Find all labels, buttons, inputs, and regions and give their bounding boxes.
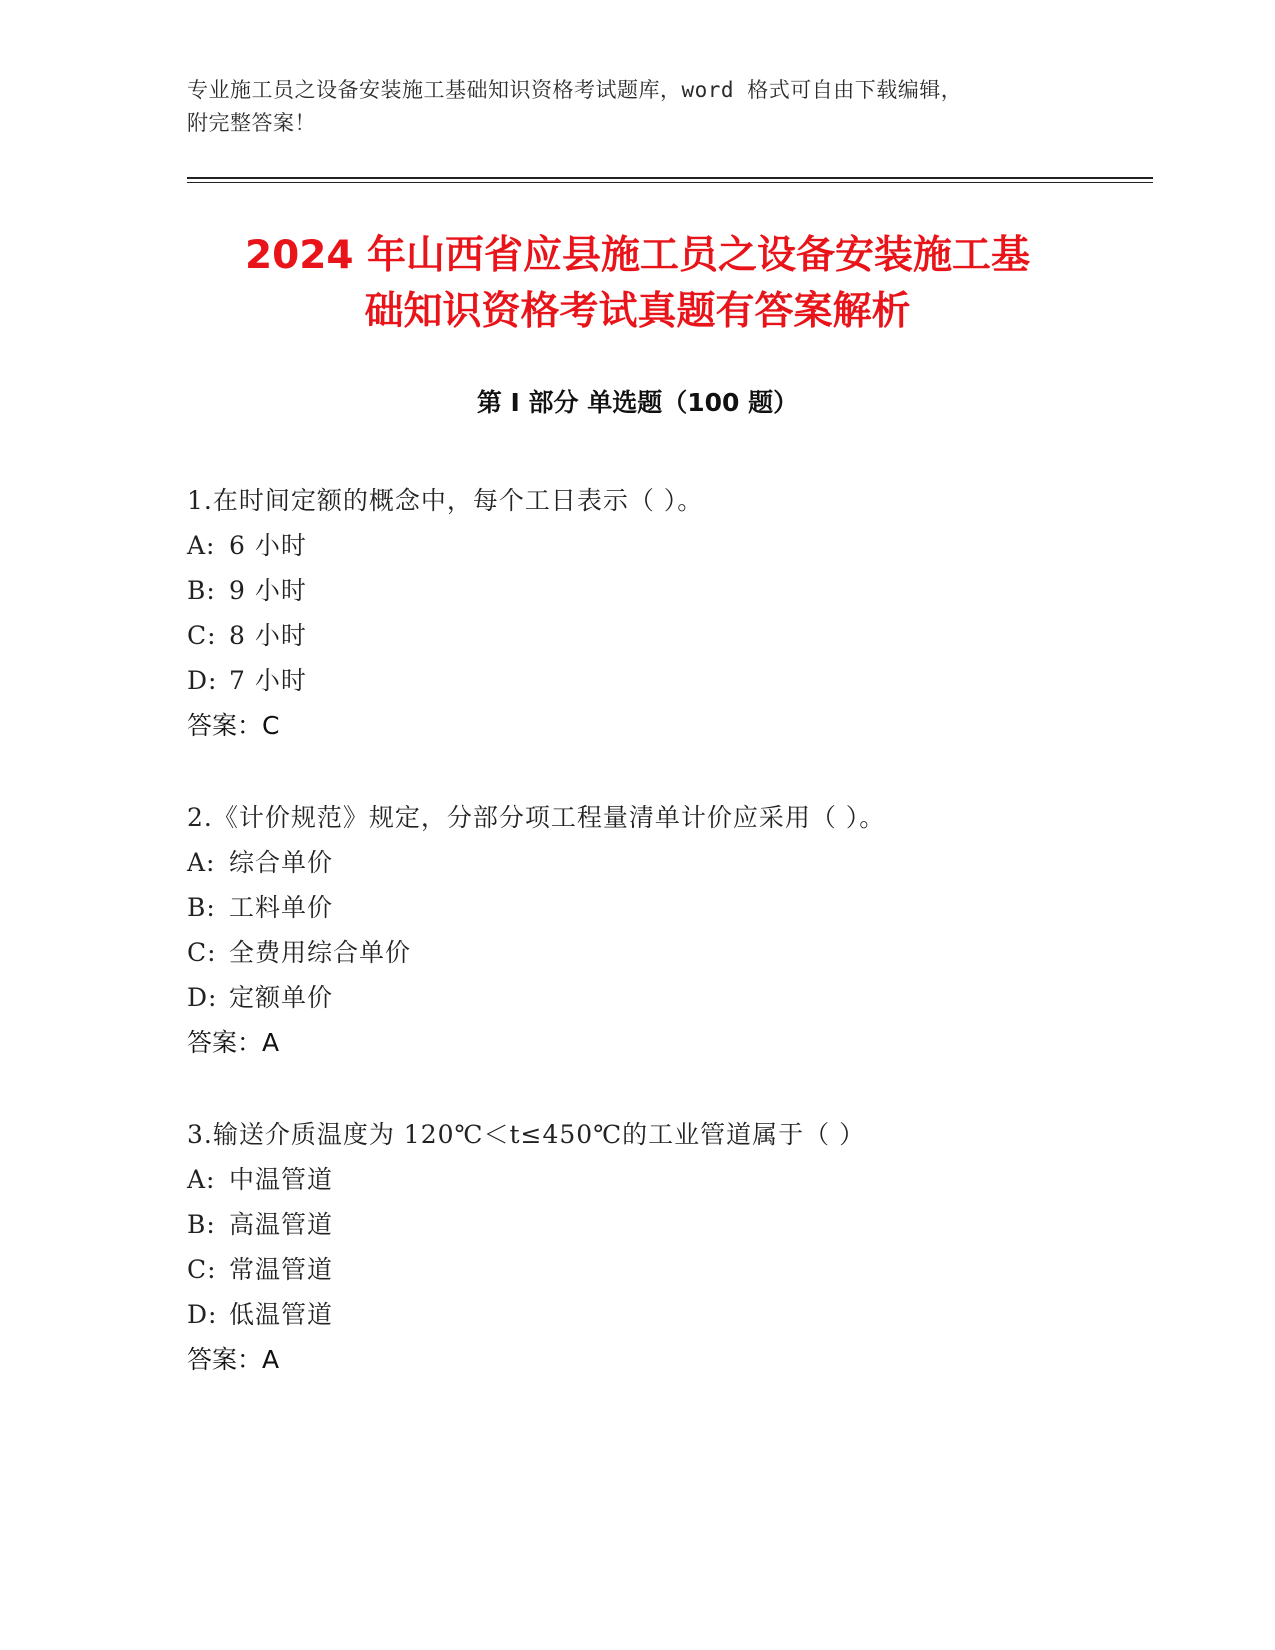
option-b (187, 568, 1147, 613)
option-text: 工料单价 (229, 893, 334, 922)
header-note (187, 74, 1067, 140)
option-b (187, 1202, 1147, 1247)
answer-line: 答案：C (187, 711, 280, 740)
option-text: 高温管道 (229, 1210, 334, 1239)
option-letter: A: (187, 848, 216, 877)
option-text: 8 小时 (229, 621, 307, 650)
option-text: 低温管道 (229, 1300, 334, 1329)
answer-line: 答案：A (187, 1028, 280, 1057)
section-heading: 第 I 部分 单选题（100 题） (476, 388, 799, 417)
option-letter: C: (187, 1255, 217, 1284)
option-a (187, 523, 1147, 568)
option-letter: D: (187, 983, 218, 1012)
option-letter: A: (187, 1165, 216, 1194)
option-letter: B: (187, 576, 216, 605)
header-note-line-1: 专业施工员之设备安装施工基础知识资格考试题库，word 格式可自由下载编辑， (187, 78, 963, 102)
option-c (187, 930, 1147, 975)
option-c (187, 1247, 1147, 1292)
document-title-line-2: 础知识资格考试真题有答案解析 (364, 289, 911, 334)
option-a (187, 1157, 1147, 1202)
option-letter: B: (187, 893, 216, 922)
option-a (187, 840, 1147, 885)
header-divider-thin (187, 182, 1153, 183)
question-1 (187, 478, 1147, 748)
option-d (187, 658, 1147, 703)
option-d (187, 975, 1147, 1020)
option-text: 9 小时 (229, 576, 307, 605)
option-text: 中温管道 (229, 1165, 334, 1194)
question-3 (187, 1112, 1147, 1382)
option-d (187, 1292, 1147, 1337)
option-letter: D: (187, 1300, 218, 1329)
option-letter: B: (187, 1210, 216, 1239)
header-note-line-2: 附完整答案！ (187, 111, 316, 135)
question-2 (187, 795, 1147, 1065)
option-text: 综合单价 (229, 848, 334, 877)
question-stem: 3.输送介质温度为 120℃＜t≤450℃的工业管道属于（ ） (187, 1120, 866, 1149)
document-title (150, 228, 1125, 340)
option-text: 定额单价 (229, 983, 334, 1012)
header-divider-thick (187, 177, 1153, 179)
answer-line: 答案：A (187, 1345, 280, 1374)
option-c (187, 613, 1147, 658)
option-text: 全费用综合单价 (229, 938, 412, 967)
option-letter: C: (187, 938, 217, 967)
option-text: 常温管道 (229, 1255, 334, 1284)
option-letter: D: (187, 666, 218, 695)
option-text: 6 小时 (229, 531, 307, 560)
option-text: 7 小时 (229, 666, 307, 695)
document-title-line-1: 2024 年山西省应县施工员之设备安装施工基 (244, 233, 1031, 278)
option-letter: C: (187, 621, 217, 650)
option-b (187, 885, 1147, 930)
option-letter: A: (187, 531, 216, 560)
question-stem: 2.《计价规范》规定，分部分项工程量清单计价应采用（ ）。 (187, 803, 886, 832)
question-stem: 1.在时间定额的概念中，每个工日表示（ ）。 (187, 486, 704, 515)
